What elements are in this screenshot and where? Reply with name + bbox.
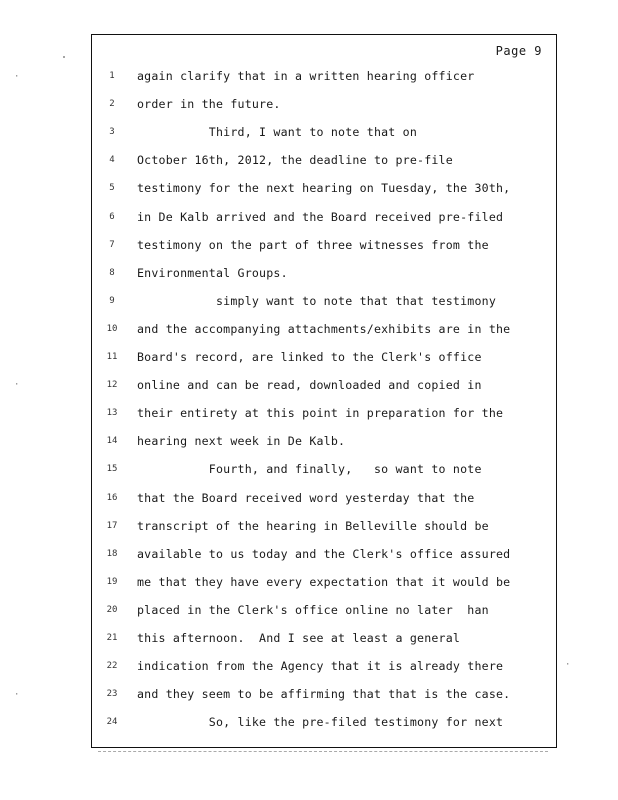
transcript-line: indication from the Agency that it is already there (137, 659, 504, 674)
transcript-line: simply want to note that that testimony (137, 293, 497, 308)
line-number: 8 (109, 267, 115, 278)
line-number: 14 (106, 436, 118, 447)
transcript-line: testimony on the part of three witnesses from the (137, 237, 489, 252)
transcript-line: testimony for the next hearing on Tuesday, the 30th, (137, 181, 511, 196)
transcript-line: online and can be read, downloaded and copied in (137, 378, 482, 393)
line-number: 4 (109, 155, 115, 166)
line-number: 24 (106, 717, 118, 728)
transcript-line: their entirety at this point in preparation for the (137, 406, 504, 421)
line-number: 5 (109, 183, 115, 194)
page-number: Page 9 (495, 44, 542, 58)
line-number: 20 (106, 604, 118, 615)
line-number: 9 (109, 295, 115, 306)
line-number: 1 (109, 71, 115, 81)
line-number: 7 (109, 239, 115, 250)
transcript-line: that the Board received word yesterday that the (137, 490, 475, 505)
transcript-page (91, 34, 557, 748)
line-number: 13 (106, 408, 118, 419)
transcript-line: Fourth, and finally, so want to note (137, 462, 482, 477)
line-number: 18 (106, 548, 118, 559)
transcript-line: Board's record, are linked to the Clerk's office (137, 350, 482, 364)
line-number: 16 (106, 492, 118, 503)
line-number: 21 (106, 633, 118, 643)
line-number: 19 (106, 576, 118, 587)
line-number: 2 (109, 99, 115, 110)
line-number: 17 (106, 520, 118, 531)
margin-mark: · (14, 690, 20, 700)
transcript-line: Environmental Groups. (137, 265, 288, 280)
transcript-line: in De Kalb arrived and the Board received pre-filed (137, 209, 504, 224)
transcript-line: available to us today and the Clerk's office assured (137, 546, 511, 561)
transcript-line: Third, I want to note that on (137, 125, 418, 140)
line-number: 11 (106, 352, 118, 362)
transcript-line: and they seem to be affirming that that is the case. (137, 687, 511, 702)
transcript-line: hearing next week in De Kalb. (137, 434, 346, 449)
transcript-line: So, like the pre-filed testimony for next (137, 715, 504, 730)
transcript-line: placed in the Clerk's office online no later han (137, 602, 489, 617)
line-number: 15 (106, 464, 118, 475)
transcript-line: transcript of the hearing in Belleville should be (137, 518, 489, 533)
margin-mark: · (14, 72, 20, 82)
line-number: 22 (106, 661, 118, 672)
line-number: 3 (109, 127, 115, 138)
margin-mark: · (14, 380, 20, 390)
margin-mark: · (565, 660, 571, 670)
transcript-line: and the accompanying attachments/exhibits are in the (137, 321, 511, 336)
line-number: 10 (106, 323, 118, 334)
transcript-line: again clarify that in a written hearing officer (137, 69, 475, 83)
scan-speck (63, 56, 65, 58)
line-number: 23 (106, 689, 118, 700)
scan-artifact-line (98, 751, 548, 753)
line-number: 6 (109, 211, 115, 222)
transcript-line: October 16th, 2012, the deadline to pre-file (137, 153, 453, 168)
transcript-line: this afternoon. And I see at least a general (137, 631, 461, 645)
transcript-line: me that they have every expectation that it would be (137, 574, 511, 589)
line-number: 12 (106, 380, 118, 391)
transcript-line: order in the future. (137, 97, 281, 112)
